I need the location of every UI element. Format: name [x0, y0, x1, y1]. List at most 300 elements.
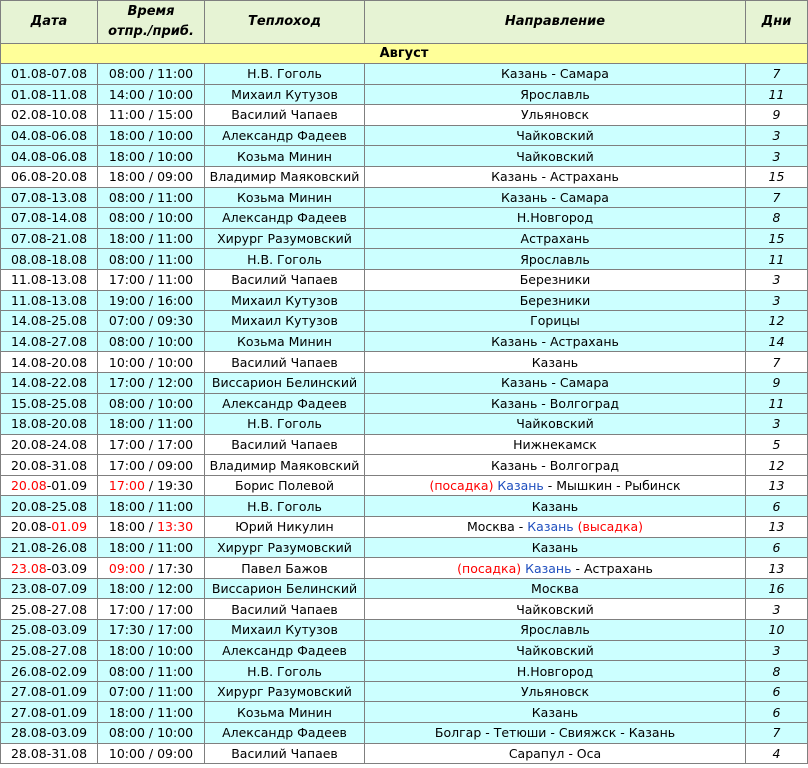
cell-ship: Юрий Никулин [205, 517, 365, 538]
date-segment: 14.08-27.08 [10, 334, 88, 350]
cell-ship: Александр Фадеев [205, 640, 365, 661]
cell-days: 6 [746, 702, 808, 723]
date-segment: 28.08-31.08 [10, 745, 88, 761]
direction-segment: Ярославль [520, 251, 590, 267]
cell-time [98, 269, 205, 290]
cell-days: 11 [746, 393, 808, 414]
cell-days: 6 [746, 681, 808, 702]
cell-days: 12 [746, 455, 808, 476]
table-row [1, 599, 808, 620]
cell-direction [365, 269, 746, 290]
cell-time [98, 578, 205, 599]
direction-segment: Казань - Самара [501, 66, 609, 82]
time-segment: 13:30 [157, 519, 194, 535]
cell-time [98, 434, 205, 455]
cell-direction [365, 311, 746, 332]
direction-segment: Н.Новгород [516, 210, 594, 226]
direction-segment: Москва - [466, 519, 528, 535]
date-segment: 14.08-20.08 [10, 354, 88, 370]
date-segment: 11.08-13.08 [10, 292, 88, 308]
date-segment: 26.08-02.09 [10, 663, 88, 679]
cell-direction [365, 599, 746, 620]
cell-direction [365, 393, 746, 414]
table-header [1, 1, 808, 44]
cell-ship: Михаил Кутузов [205, 620, 365, 641]
cell-days: 3 [746, 599, 808, 620]
cell-ship: Виссарион Белинский [205, 578, 365, 599]
direction-segment: Чайковский [516, 416, 594, 432]
cell-date [1, 414, 98, 435]
date-segment: 15.08-25.08 [10, 395, 88, 411]
direction-segment: Казань - Астрахань [491, 169, 619, 185]
direction-segment: Казань [531, 704, 579, 720]
time-segment: 18:00 / 11:00 [108, 704, 194, 720]
time-segment: 09:00 [108, 560, 145, 576]
date-segment: 20.08- [10, 519, 52, 535]
cell-time [98, 517, 205, 538]
date-segment: -03.09 [46, 560, 88, 576]
table-row [1, 517, 808, 538]
cell-direction [365, 414, 746, 435]
cell-ship: Козьма Минин [205, 331, 365, 352]
time-segment: 08:00 / 10:00 [108, 210, 194, 226]
cell-days: 4 [746, 743, 808, 764]
cell-time [98, 125, 205, 146]
time-segment: 18:00 / 09:00 [108, 169, 194, 185]
direction-segment: Астрахань [520, 231, 590, 247]
cell-direction [365, 681, 746, 702]
table-row [1, 228, 808, 249]
table-row [1, 537, 808, 558]
table-row [1, 208, 808, 229]
cell-direction [365, 228, 746, 249]
cell-direction [365, 661, 746, 682]
cell-date [1, 434, 98, 455]
cell-date [1, 558, 98, 579]
cell-date [1, 372, 98, 393]
cell-ship: Козьма Минин [205, 146, 365, 167]
date-segment: 04.08-06.08 [10, 148, 88, 164]
time-segment: 19:00 / 16:00 [108, 292, 194, 308]
cell-time [98, 414, 205, 435]
cell-direction [365, 455, 746, 476]
cell-direction [365, 125, 746, 146]
cell-days: 3 [746, 290, 808, 311]
cell-time [98, 496, 205, 517]
cell-time [98, 331, 205, 352]
cell-ship: Михаил Кутузов [205, 84, 365, 105]
cell-direction [365, 496, 746, 517]
time-segment: 17:00 [108, 478, 145, 494]
cell-time [98, 64, 205, 85]
cell-days: 9 [746, 105, 808, 126]
cell-date [1, 125, 98, 146]
date-segment: 20.08-31.08 [10, 457, 88, 473]
direction-segment: Ярославль [520, 622, 590, 638]
table-row [1, 105, 808, 126]
date-segment: 27.08-01.09 [10, 684, 88, 700]
cell-time [98, 249, 205, 270]
direction-segment: Чайковский [516, 148, 594, 164]
cell-days: 7 [746, 723, 808, 744]
cell-ship: Василий Чапаев [205, 743, 365, 764]
cell-days: 3 [746, 640, 808, 661]
cell-ship: Александр Фадеев [205, 208, 365, 229]
time-segment: 18:00 / 11:00 [108, 498, 194, 514]
table-row [1, 393, 808, 414]
date-segment: 14.08-25.08 [10, 313, 88, 329]
cell-time [98, 166, 205, 187]
cell-date [1, 743, 98, 764]
cell-ship: Владимир Маяковский [205, 455, 365, 476]
date-segment: 25.08-03.09 [10, 622, 88, 638]
cell-date [1, 228, 98, 249]
cell-date [1, 393, 98, 414]
cell-direction [365, 620, 746, 641]
time-segment: 17:00 / 09:00 [108, 457, 194, 473]
date-segment: 07.08-13.08 [10, 189, 88, 205]
cell-ship: Н.В. Гоголь [205, 249, 365, 270]
cell-days: 3 [746, 146, 808, 167]
time-segment: 17:30 / 17:00 [108, 622, 194, 638]
date-segment: 28.08-03.09 [10, 725, 88, 741]
cell-date [1, 249, 98, 270]
direction-segment: Казань [531, 498, 579, 514]
cell-direction [365, 434, 746, 455]
cell-date [1, 84, 98, 105]
cell-ship: Василий Чапаев [205, 352, 365, 373]
cell-time [98, 681, 205, 702]
cell-direction [365, 290, 746, 311]
cell-ship: Василий Чапаев [205, 269, 365, 290]
cell-days: 13 [746, 475, 808, 496]
cell-ship: Хирург Разумовский [205, 228, 365, 249]
cell-ship: Михаил Кутузов [205, 311, 365, 332]
cell-ship: Виссарион Белинский [205, 372, 365, 393]
cell-time [98, 84, 205, 105]
table-row [1, 269, 808, 290]
cell-days: 10 [746, 620, 808, 641]
table-row [1, 578, 808, 599]
direction-segment: - Астрахань [571, 560, 653, 576]
time-segment: 18:00 / 10:00 [108, 642, 194, 658]
time-segment: 08:00 / 11:00 [108, 189, 194, 205]
cell-days: 15 [746, 166, 808, 187]
cell-date [1, 620, 98, 641]
direction-segment: Казань - Самара [501, 189, 609, 205]
cell-ship: Павел Бажов [205, 558, 365, 579]
cell-date [1, 661, 98, 682]
direction-segment: (посадка) [429, 478, 498, 494]
date-segment: 23.08-07.09 [10, 581, 88, 597]
time-segment: 14:00 / 10:00 [108, 86, 194, 102]
direction-segment: Березники [519, 292, 591, 308]
header-ship: Теплоход [205, 1, 365, 44]
cell-time [98, 228, 205, 249]
date-segment: 07.08-21.08 [10, 231, 88, 247]
cell-ship: Александр Фадеев [205, 723, 365, 744]
table-row [1, 166, 808, 187]
cell-days: 7 [746, 64, 808, 85]
time-segment: 18:00 / 10:00 [108, 128, 194, 144]
cell-days: 3 [746, 269, 808, 290]
cell-date [1, 311, 98, 332]
date-segment: 21.08-26.08 [10, 539, 88, 555]
time-segment: / 19:30 [144, 478, 194, 494]
cell-direction [365, 578, 746, 599]
time-segment: 07:00 / 11:00 [108, 684, 194, 700]
time-segment: 18:00 / 11:00 [108, 416, 194, 432]
date-segment: 02.08-10.08 [10, 107, 88, 123]
cell-days: 13 [746, 517, 808, 538]
direction-segment: Березники [519, 272, 591, 288]
cell-direction [365, 743, 746, 764]
cell-direction [365, 558, 746, 579]
cell-direction [365, 372, 746, 393]
date-segment: 01.08-07.08 [10, 66, 88, 82]
time-segment: 08:00 / 10:00 [108, 395, 194, 411]
time-segment: 08:00 / 11:00 [108, 66, 194, 82]
cell-ship: Василий Чапаев [205, 434, 365, 455]
cell-date [1, 702, 98, 723]
direction-segment: Н.Новгород [516, 663, 594, 679]
direction-segment: Болгар - Тетюши - Свияжск - Казань [434, 725, 676, 741]
table-row [1, 249, 808, 270]
time-segment: 08:00 / 10:00 [108, 334, 194, 350]
table-row [1, 331, 808, 352]
cell-time [98, 661, 205, 682]
table-row [1, 352, 808, 373]
month-label: Август [1, 44, 808, 64]
cell-date [1, 455, 98, 476]
cell-ship: Хирург Разумовский [205, 537, 365, 558]
date-segment: 23.08 [10, 560, 47, 576]
cell-time [98, 393, 205, 414]
date-segment: 25.08-27.08 [10, 601, 88, 617]
cell-date [1, 166, 98, 187]
header-time [98, 1, 205, 44]
table-row [1, 702, 808, 723]
cell-days: 6 [746, 537, 808, 558]
cell-days: 3 [746, 414, 808, 435]
cell-days: 16 [746, 578, 808, 599]
date-segment: 25.08-27.08 [10, 642, 88, 658]
time-segment: 18:00 / 11:00 [108, 231, 194, 247]
month-row [1, 44, 808, 64]
direction-segment: Чайковский [516, 601, 594, 617]
time-segment: / 17:30 [144, 560, 194, 576]
cell-date [1, 517, 98, 538]
date-segment: 18.08-20.08 [10, 416, 88, 432]
direction-segment: Казань [497, 478, 544, 494]
cell-days: 14 [746, 331, 808, 352]
direction-segment: Казань - Волгоград [490, 457, 620, 473]
time-segment: 08:00 / 10:00 [108, 725, 194, 741]
cell-days: 7 [746, 352, 808, 373]
direction-segment: Казань [531, 539, 579, 555]
cell-date [1, 578, 98, 599]
cell-direction [365, 84, 746, 105]
table-row [1, 64, 808, 85]
cell-days: 12 [746, 311, 808, 332]
direction-segment: Нижнекамск [513, 436, 597, 452]
cell-date [1, 475, 98, 496]
cell-time [98, 702, 205, 723]
table-row [1, 723, 808, 744]
date-segment: 01.08-11.08 [10, 86, 88, 102]
table-row [1, 372, 808, 393]
cell-days: 9 [746, 372, 808, 393]
table-row [1, 414, 808, 435]
direction-segment: Ульяновск [520, 107, 590, 123]
cell-date [1, 208, 98, 229]
cell-direction [365, 537, 746, 558]
table-body [1, 44, 808, 764]
time-segment: 18:00 / 12:00 [108, 581, 194, 597]
cell-time [98, 352, 205, 373]
cell-date [1, 331, 98, 352]
time-segment: 08:00 / 11:00 [108, 251, 194, 267]
cell-days: 13 [746, 558, 808, 579]
date-segment: 01.09 [51, 519, 88, 535]
table-row [1, 620, 808, 641]
date-segment: -01.09 [46, 478, 88, 494]
cell-time [98, 620, 205, 641]
cell-days: 3 [746, 125, 808, 146]
direction-segment: Сарапул - Оса [508, 745, 602, 761]
table-row [1, 661, 808, 682]
cell-direction [365, 352, 746, 373]
cell-date [1, 537, 98, 558]
table-row [1, 640, 808, 661]
cell-time [98, 558, 205, 579]
cell-date [1, 496, 98, 517]
direction-segment: - Мышкин - Рыбинск [543, 478, 681, 494]
date-segment: 14.08-22.08 [10, 375, 88, 391]
cell-direction [365, 517, 746, 538]
time-segment: 17:00 / 12:00 [108, 375, 194, 391]
cell-ship: Михаил Кутузов [205, 290, 365, 311]
date-segment: 20.08-24.08 [10, 436, 88, 452]
cell-time [98, 290, 205, 311]
date-segment: 04.08-06.08 [10, 128, 88, 144]
header-days: Дни [746, 1, 808, 44]
time-segment: 17:00 / 17:00 [108, 436, 194, 452]
date-segment: 11.08-13.08 [10, 272, 88, 288]
cell-direction [365, 64, 746, 85]
table-row [1, 681, 808, 702]
cell-date [1, 269, 98, 290]
cell-time [98, 208, 205, 229]
direction-segment: Казань - Самара [501, 375, 609, 391]
cell-direction [365, 166, 746, 187]
cell-time [98, 640, 205, 661]
cell-days: 5 [746, 434, 808, 455]
table-row [1, 743, 808, 764]
cell-date [1, 681, 98, 702]
date-segment: 20.08 [10, 478, 47, 494]
cell-time [98, 723, 205, 744]
date-segment: 20.08-25.08 [10, 498, 88, 514]
time-segment: 10:00 / 09:00 [108, 745, 194, 761]
direction-segment: Казань - Волгоград [490, 395, 620, 411]
cell-direction [365, 208, 746, 229]
direction-segment: Горицы [530, 313, 580, 329]
cell-days: 15 [746, 228, 808, 249]
cell-direction [365, 187, 746, 208]
cell-ship: Козьма Минин [205, 187, 365, 208]
cell-time [98, 743, 205, 764]
header-date: Дата [1, 1, 98, 44]
cell-ship: Владимир Маяковский [205, 166, 365, 187]
cell-time [98, 187, 205, 208]
cell-time [98, 599, 205, 620]
cell-ship: Н.В. Гоголь [205, 661, 365, 682]
direction-segment: Чайковский [516, 642, 594, 658]
cell-ship: Василий Чапаев [205, 599, 365, 620]
cell-ship: Борис Полевой [205, 475, 365, 496]
table-row [1, 146, 808, 167]
cell-ship: Н.В. Гоголь [205, 496, 365, 517]
time-segment: 18:00 / 10:00 [108, 148, 194, 164]
date-segment: 07.08-14.08 [10, 210, 88, 226]
direction-segment: (посадка) [457, 560, 526, 576]
cell-date [1, 640, 98, 661]
cell-time [98, 455, 205, 476]
cell-ship: Василий Чапаев [205, 105, 365, 126]
cell-days: 11 [746, 249, 808, 270]
cell-direction [365, 723, 746, 744]
direction-segment: Чайковский [516, 128, 594, 144]
cell-days: 11 [746, 84, 808, 105]
time-segment: 08:00 / 11:00 [108, 663, 194, 679]
direction-segment: Казань [525, 560, 572, 576]
direction-segment: Ульяновск [520, 684, 590, 700]
cell-days: 8 [746, 208, 808, 229]
cell-ship: Хирург Разумовский [205, 681, 365, 702]
table-row [1, 475, 808, 496]
table-row [1, 187, 808, 208]
cell-time [98, 537, 205, 558]
cell-direction [365, 146, 746, 167]
time-segment: 17:00 / 11:00 [108, 272, 194, 288]
header-time-label: Время отпр./приб. [108, 4, 194, 39]
cell-date [1, 64, 98, 85]
cell-date [1, 146, 98, 167]
direction-segment: Москва [531, 581, 579, 597]
cell-time [98, 475, 205, 496]
cell-direction [365, 249, 746, 270]
date-segment: 27.08-01.09 [10, 704, 88, 720]
cell-date [1, 723, 98, 744]
cell-direction [365, 331, 746, 352]
time-segment: 18:00 / [108, 519, 158, 535]
table-row [1, 455, 808, 476]
cell-ship: Александр Фадеев [205, 125, 365, 146]
table-row [1, 496, 808, 517]
cell-time [98, 146, 205, 167]
direction-segment: Казань [531, 354, 579, 370]
time-segment: 11:00 / 15:00 [108, 107, 194, 123]
header-direction: Направление [365, 1, 746, 44]
cell-direction [365, 475, 746, 496]
cell-time [98, 105, 205, 126]
table-row [1, 125, 808, 146]
time-segment: 07:00 / 09:30 [108, 313, 194, 329]
table-row [1, 290, 808, 311]
cell-days: 6 [746, 496, 808, 517]
cell-direction [365, 105, 746, 126]
